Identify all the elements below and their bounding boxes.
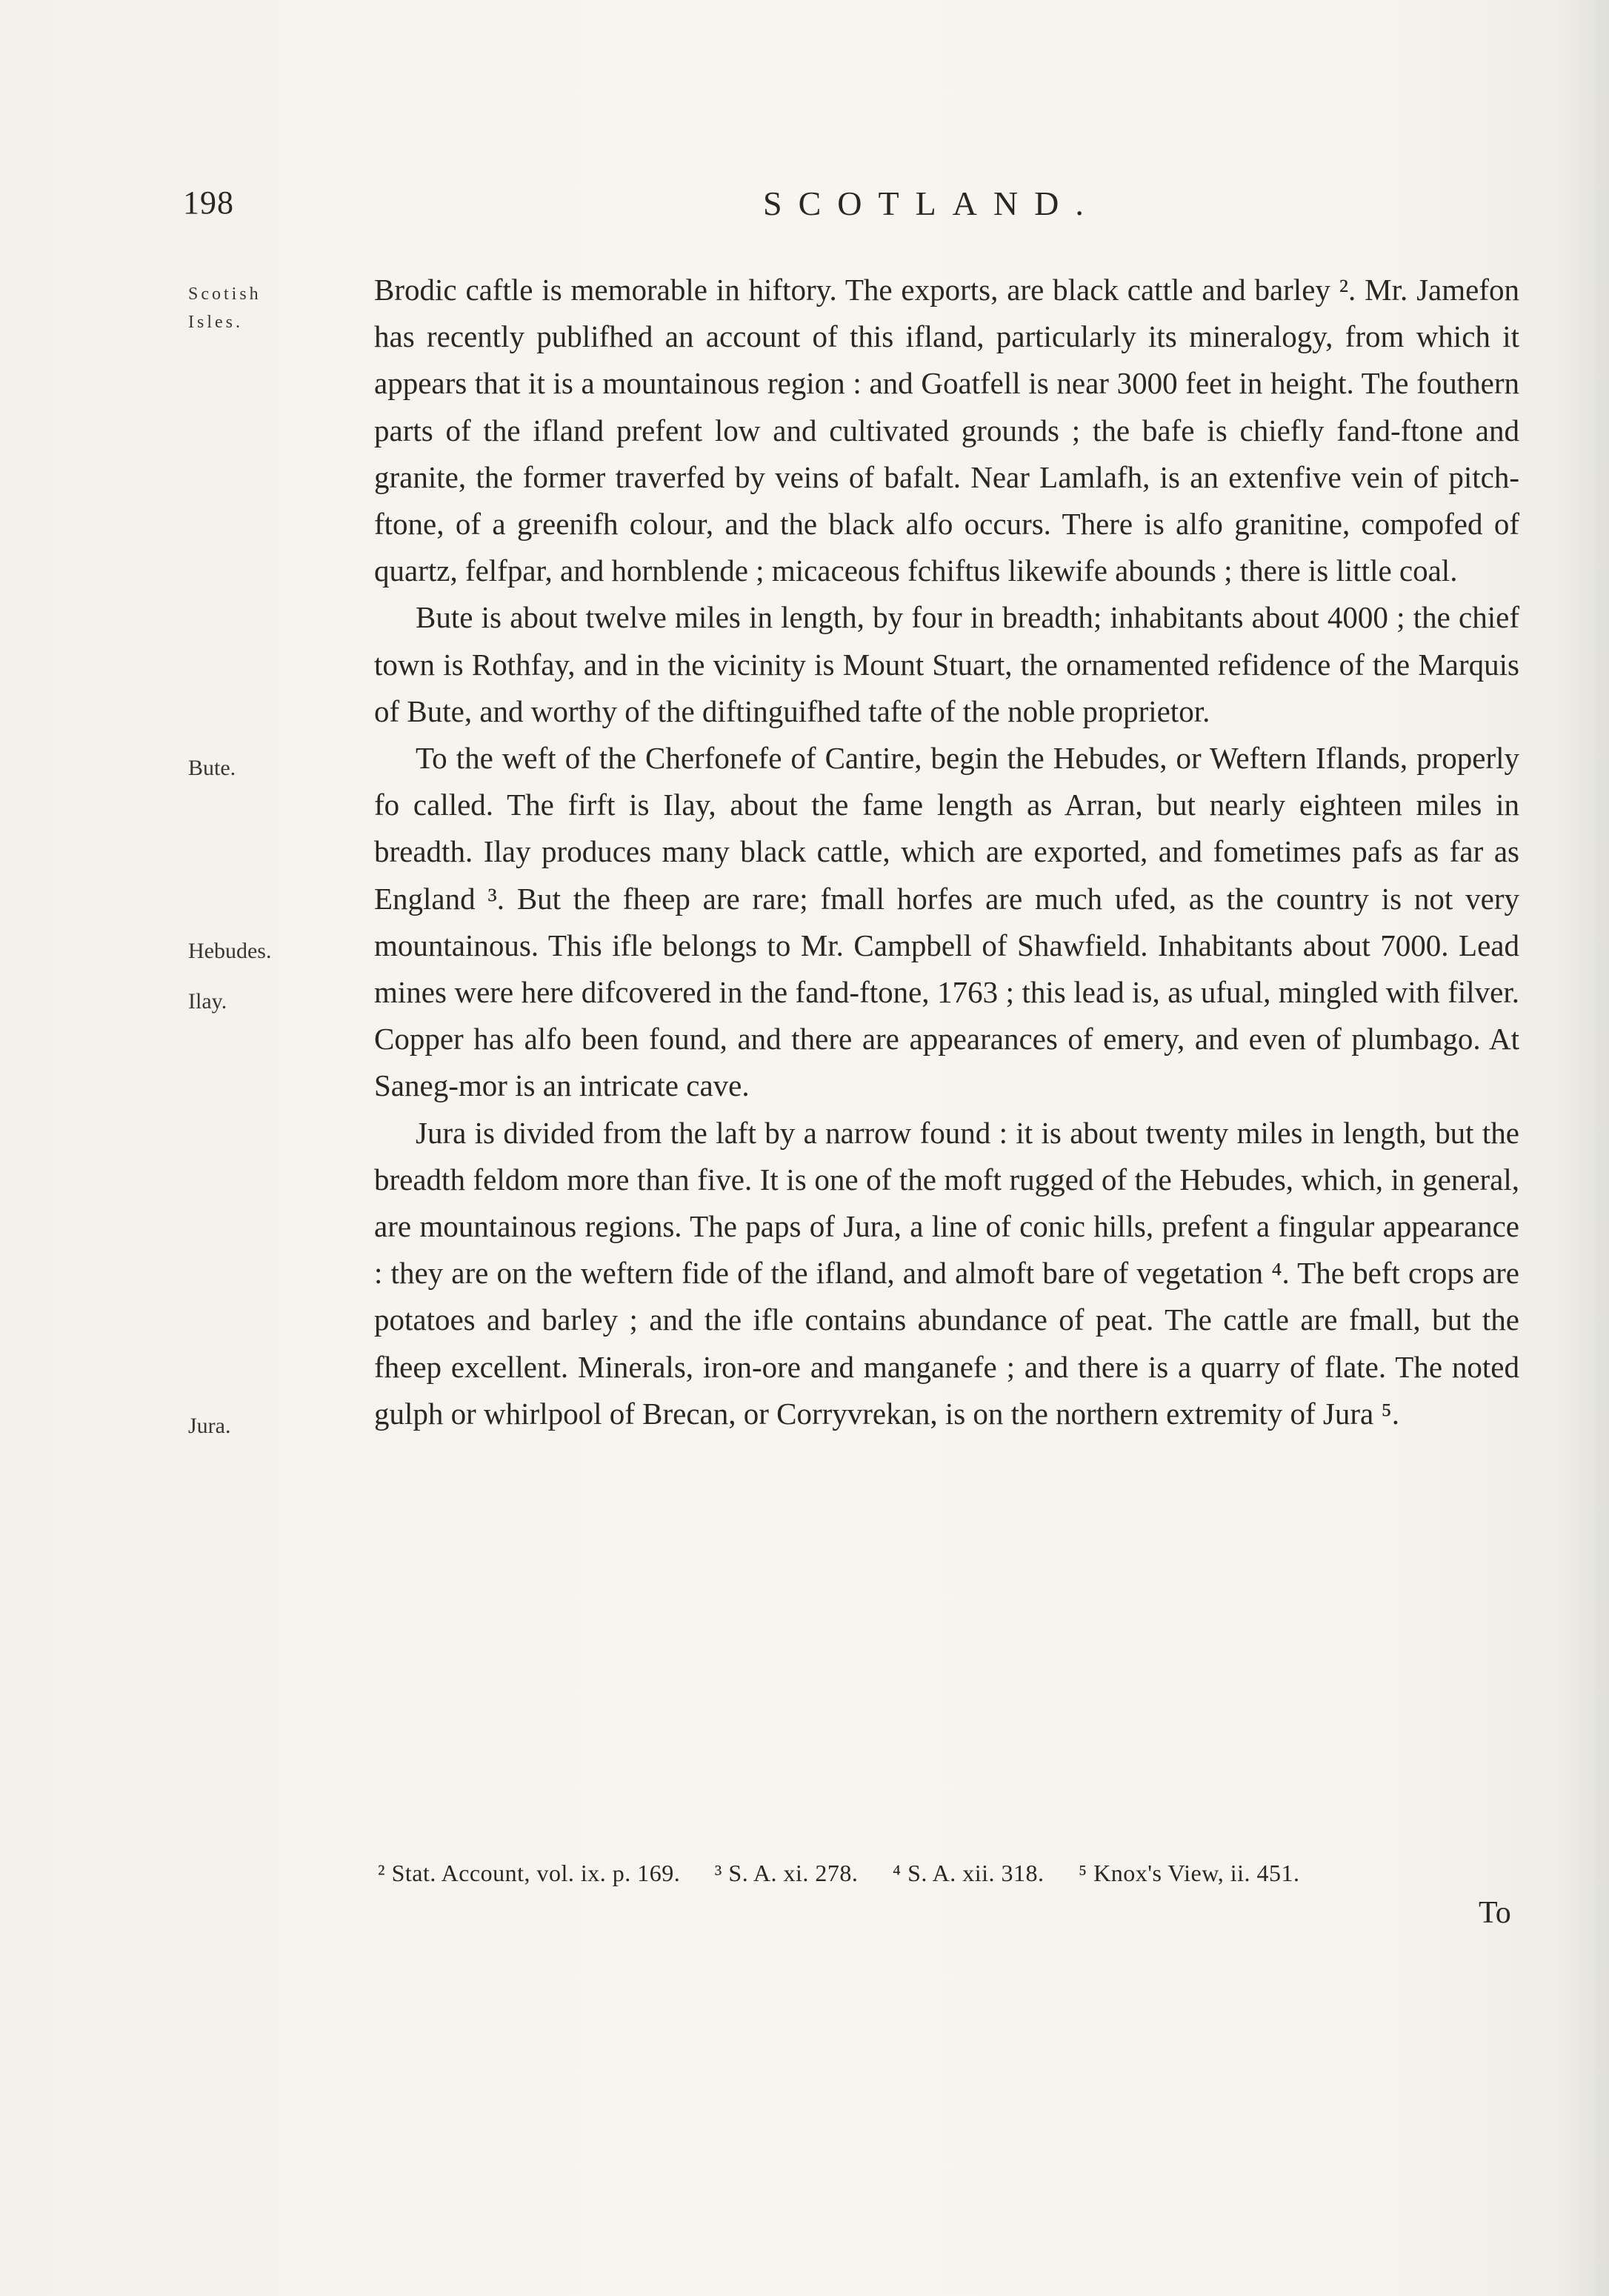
page-edge-shadow <box>1557 0 1609 2296</box>
page-header <box>0 184 1609 228</box>
margin-note-hebudes: Hebudes. <box>188 939 272 963</box>
paragraph-arran: Brodic caftle is memorable in hiftory. The exports, are black cattle and barley ². Mr. Jamefon has recently publifhed an account of this ifland, particularly its mineralogy, from which it appears that it is a mountainous region : and Goatfell is near 3000 feet in height. The fouthern parts of the ifland prefent low and cultivated grounds ; the bafe is chiefly fand-ftone and granite, the former traverfed by veins of bafalt. Near Lamlafh, is an extenfive vein of pitch-ftone, of a greenifh colour, and the black alfo occurs. There is alfo granitine, compofed of quartz, felfpar, and hornblende ; micaceous fchiftus likewife abounds ; there is little coal. <box>374 273 1519 588</box>
footnote-4: ⁴ S. A. xii. 318. <box>892 1860 1045 1886</box>
paragraph-bute: Bute is about twelve miles in length, by four in breadth; inhabitants about 4000 ; the chief town is Rothfay, and in the vicinity is Mount Stuart, the ornamented refidence of the Marquis of Bute, and worthy of the diftinguifhed tafte of the noble proprietor. <box>374 600 1519 728</box>
margin-note-isles: Isles. <box>188 313 243 332</box>
body-text <box>374 267 1519 1437</box>
margin-note-scotish: Scotish <box>188 284 261 304</box>
footnote-2: ² Stat. Account, vol. ix. p. 169. <box>378 1860 681 1886</box>
margin-note-jura: Jura. <box>188 1414 231 1438</box>
footnote-3: ³ S. A. xi. 278. <box>714 1860 859 1886</box>
paragraph-jura: Jura is divided from the laft by a narrow found : it is about twenty miles in length, but the breadth feldom more than five. It is one of the moft rugged of the Hebudes, which, in general, are mountainous regions. The paps of Jura, a line of conic hills, prefent a fingular appearance : they are on the weftern fide of the ifland, and almoft bare of vegetation ⁴. The beft crops are potatoes and barley ; and the ifle contains abundance of peat. The cattle are fmall, but the fheep excellent. Minerals, iron-ore and manganefe ; and there is a quarry of flate. The noted gulph or whirlpool of Brecan, or Corryvrekan, is on the northern extremity of Jura ⁵. <box>374 1115 1519 1431</box>
catchword: To <box>1479 1896 1511 1930</box>
margin-note-bute: Bute. <box>188 756 236 780</box>
footnotes <box>378 1860 1526 1887</box>
paragraph-hebudes: To the weft of the Cherfonefe of Cantire, begin the Hebudes, or Weftern Iflands, properly fo called. The firft is Ilay, about the fame length as Arran, but nearly eighteen miles in breadth. Ilay produces many black cattle, which are exported, and fometimes pafs as far as England ³. But the fheep are rare; fmall horfes are much ufed, as the country is not very mountainous. This ifle belongs to Mr. Campbell of Shawfield. Inhabitants about 7000. Lead mines were here difcovered in the fand-ftone, 1763 ; this lead is, as ufual, mingled with filver. Copper has alfo been found, and there are appearances of emery, and even of plumbago. At Saneg-mor is an intricate cave. <box>374 741 1519 1103</box>
running-head: SCOTLAND. <box>763 184 1100 222</box>
footnote-5: ⁵ Knox's View, ii. 451. <box>1079 1860 1300 1886</box>
page-number: 198 <box>183 184 234 221</box>
margin-note-ilay: Ilay. <box>188 989 227 1014</box>
